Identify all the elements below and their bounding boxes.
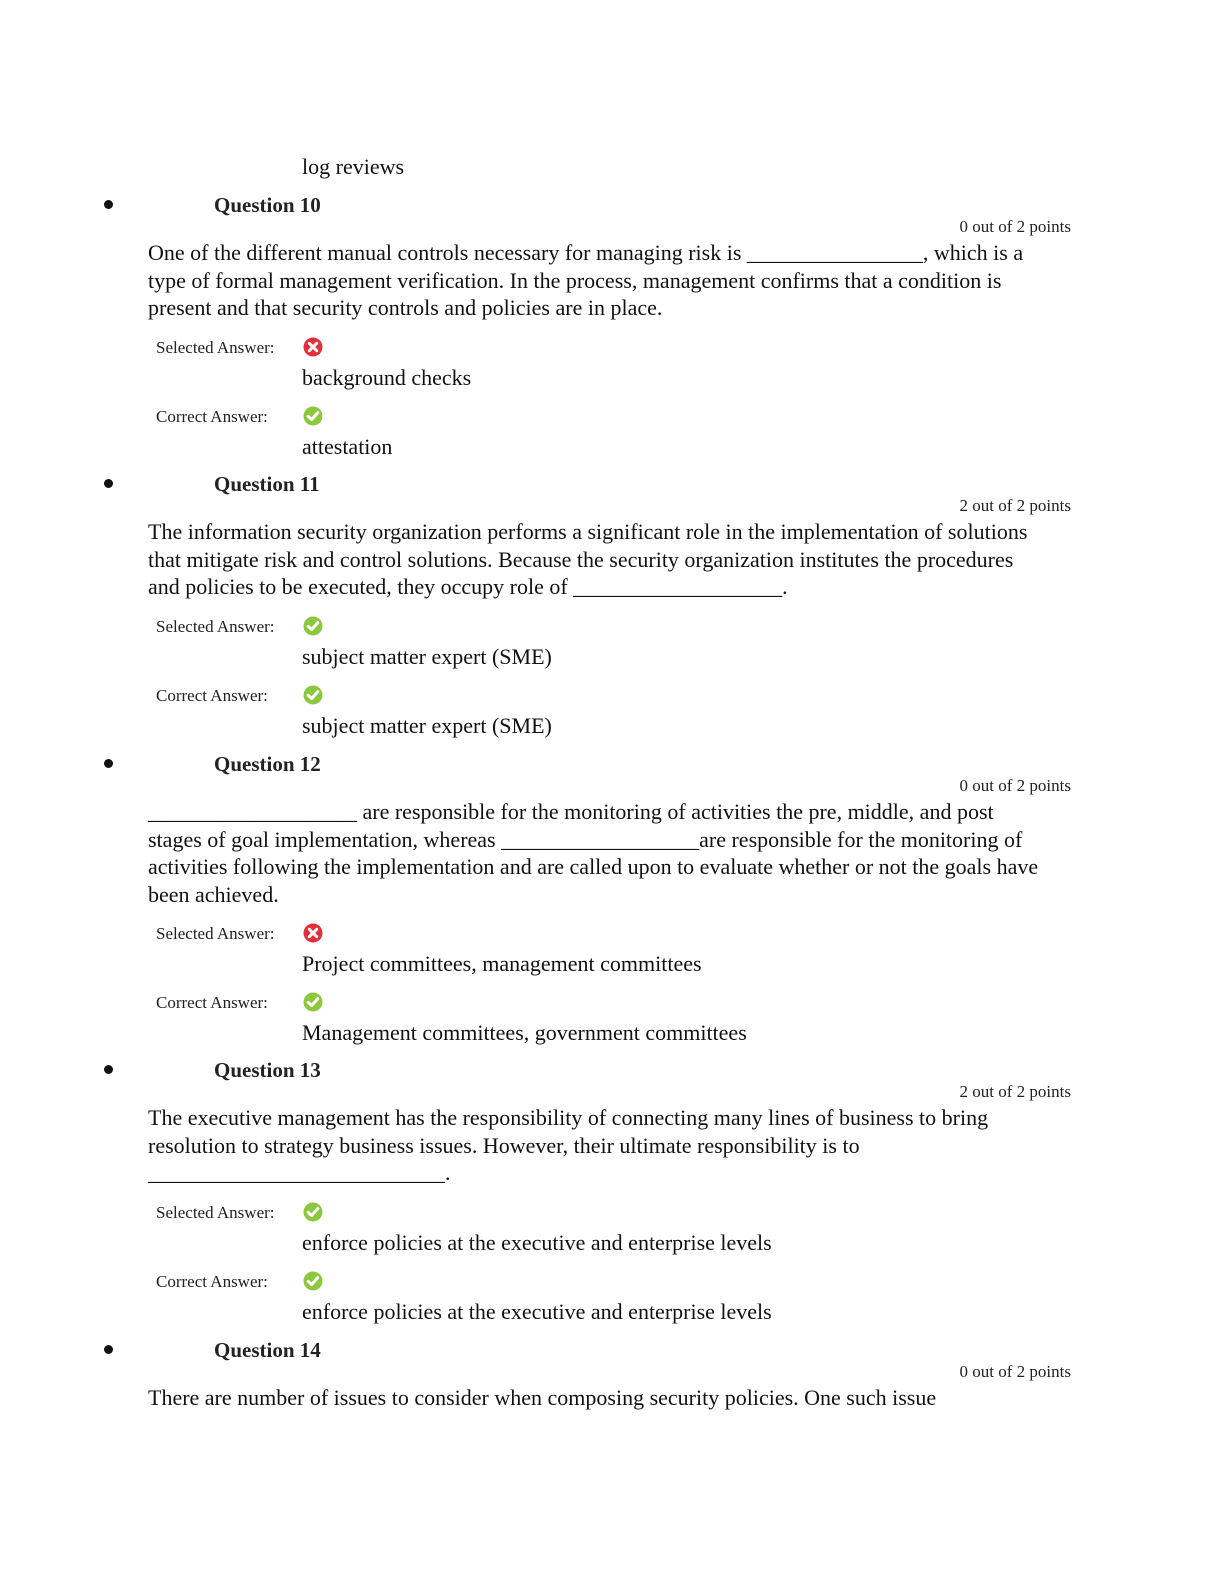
list-bullet xyxy=(104,479,113,488)
correct-check-icon xyxy=(303,406,323,426)
list-bullet xyxy=(104,759,113,768)
selected-answer-value: Project committees, management committees xyxy=(302,951,702,976)
correct-check-icon xyxy=(303,685,323,705)
incorrect-x-icon xyxy=(303,923,323,943)
question-text: The executive management has the responsibility of connecting many lines of business to bring resolution to strategy business issues. However, their ultimate responsibility is to ___________________________. xyxy=(148,1105,989,1185)
correct-check-icon xyxy=(303,1202,323,1222)
correct-check-icon xyxy=(303,616,323,636)
question-title: Question 14 xyxy=(214,1338,321,1362)
correct-answer-value: subject matter expert (SME) xyxy=(302,713,552,738)
correct-answer-label: Correct Answer: xyxy=(156,993,268,1012)
selected-answer-value: enforce policies at the executive and enterprise levels xyxy=(302,1230,772,1255)
selected-answer-value: subject matter expert (SME) xyxy=(302,644,552,669)
correct-check-icon xyxy=(303,1271,323,1291)
selected-answer-value: background checks xyxy=(302,365,472,390)
question-title: Question 10 xyxy=(214,193,321,217)
question-points: 0 out of 2 points xyxy=(959,776,1071,795)
correct-answer-label: Correct Answer: xyxy=(156,1272,268,1291)
correct-answer-value: enforce policies at the executive and enterprise levels xyxy=(302,1299,772,1324)
correct-answer-value: attestation xyxy=(302,434,393,459)
question-points: 0 out of 2 points xyxy=(959,1362,1071,1381)
selected-answer-label: Selected Answer: xyxy=(156,924,275,943)
selected-answer-label: Selected Answer: xyxy=(156,1203,275,1222)
correct-answer-value: Management committees, government committees xyxy=(302,1020,747,1045)
list-bullet xyxy=(104,1065,113,1074)
list-bullet xyxy=(104,1345,113,1354)
question-points: 2 out of 2 points xyxy=(959,496,1071,515)
question-title: Question 12 xyxy=(214,752,321,776)
carryover-answer: log reviews xyxy=(302,154,405,179)
selected-answer-label: Selected Answer: xyxy=(156,338,275,357)
question-points: 2 out of 2 points xyxy=(959,1082,1071,1101)
correct-answer-label: Correct Answer: xyxy=(156,407,268,426)
correct-answer-label: Correct Answer: xyxy=(156,686,268,705)
question-points: 0 out of 2 points xyxy=(959,217,1071,236)
incorrect-x-icon xyxy=(303,337,323,357)
correct-check-icon xyxy=(303,992,323,1012)
question-title: Question 13 xyxy=(214,1058,321,1082)
list-bullet xyxy=(104,200,113,209)
question-title: Question 11 xyxy=(214,472,320,496)
selected-answer-label: Selected Answer: xyxy=(156,617,275,636)
question-text: There are number of issues to consider when composing security policies. One such issue xyxy=(148,1385,937,1410)
question-text: The information security organization performs a significant role in the implementation of solutions that mitigate risk and control solutions. Because the security organization institutes the procedures and policies to be executed, they occupy role of ___________________. xyxy=(148,519,1028,599)
question-text: One of the different manual controls necessary for managing risk is ________________, which is a type of formal management verification. In the process, management confirms that a condition is present and that security controls and policies are in place. xyxy=(148,240,1024,320)
question-text: ___________________ are responsible for the monitoring of activities the pre, middle, and post stages of goal implementation, whereas __________________are responsible for the monitoring of activities following the implementation and are called upon to evaluate whether or not the goals have been achieved. xyxy=(148,799,1039,907)
